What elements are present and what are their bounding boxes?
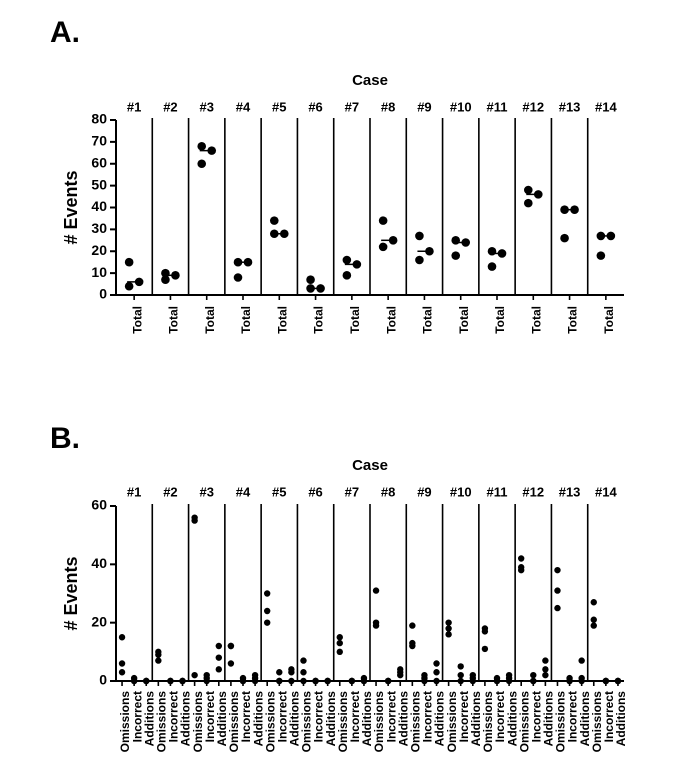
x-tick-label: Incorrect [348, 691, 363, 743]
data-point [421, 678, 427, 684]
data-point [155, 657, 161, 663]
data-point [597, 251, 606, 260]
chart-title: Case [352, 71, 388, 89]
data-point [458, 663, 464, 669]
data-point [161, 275, 170, 284]
data-point [566, 678, 572, 684]
y-tick-label: 10 [91, 263, 107, 280]
data-point [167, 678, 173, 684]
data-point [343, 256, 352, 265]
data-point [197, 142, 206, 151]
data-point [554, 567, 560, 573]
data-point [216, 654, 222, 660]
x-tick-label: Omissions [589, 691, 604, 753]
data-point [415, 256, 424, 265]
x-tick-label: Omissions [190, 691, 205, 753]
panel-label: B. [50, 421, 80, 455]
data-point [524, 199, 533, 208]
data-point [385, 678, 391, 684]
x-tick-label: Omissions [263, 691, 278, 753]
data-point [131, 678, 137, 684]
x-tick-label: Omissions [444, 691, 459, 753]
data-point [361, 678, 367, 684]
data-point [204, 678, 210, 684]
case-label: #12 [522, 484, 545, 500]
case-label: #6 [308, 99, 323, 115]
data-point [270, 216, 279, 225]
data-point [518, 555, 524, 561]
case-label: #10 [449, 484, 472, 500]
x-tick-label: Omissions [335, 691, 350, 753]
data-point [191, 672, 197, 678]
x-tick-label: Omissions [481, 691, 496, 753]
data-point [143, 678, 149, 684]
data-point [542, 657, 548, 663]
data-point [300, 657, 306, 663]
data-point [482, 646, 488, 652]
data-point [524, 186, 533, 195]
x-tick-label: Additions [287, 691, 302, 747]
data-point [228, 643, 234, 649]
case-label: #8 [380, 484, 396, 500]
y-tick-label: 20 [91, 613, 107, 630]
data-point [234, 273, 243, 282]
data-point [615, 678, 621, 684]
x-tick-label: Incorrect [493, 691, 508, 743]
case-label: #3 [199, 99, 214, 115]
data-point [433, 678, 439, 684]
case-label: #2 [163, 484, 178, 500]
data-point [216, 666, 222, 672]
data-point [306, 275, 315, 284]
x-tick-label: Additions [577, 691, 592, 747]
case-label: #11 [486, 484, 508, 500]
case-label: #7 [344, 99, 360, 115]
case-label: #8 [380, 99, 396, 115]
data-point [197, 159, 206, 168]
data-point [288, 678, 294, 684]
x-tick-label: Total [311, 306, 326, 334]
y-tick-label: 0 [99, 671, 107, 688]
data-point [591, 599, 597, 605]
data-point [337, 649, 343, 655]
data-point [373, 622, 379, 628]
data-point [578, 678, 584, 684]
y-tick-label: 50 [91, 176, 107, 193]
data-point [458, 672, 464, 678]
y-tick-label: 40 [91, 198, 107, 215]
data-point [494, 678, 500, 684]
data-point [488, 262, 497, 271]
chart-title: Case [352, 456, 388, 474]
x-tick-label: Total [239, 306, 254, 334]
case-label: #13 [558, 99, 581, 115]
case-label: #1 [126, 99, 142, 115]
x-tick-label: Additions [214, 691, 229, 747]
x-tick-label: Incorrect [239, 691, 254, 743]
data-point [276, 678, 282, 684]
data-point [409, 622, 415, 628]
data-point [379, 216, 388, 225]
data-point [216, 643, 222, 649]
data-point [445, 619, 451, 625]
data-point [530, 678, 536, 684]
data-point [264, 608, 270, 614]
x-tick-label: Incorrect [275, 691, 290, 743]
x-tick-label: Additions [432, 691, 447, 747]
y-tick-label: 70 [91, 132, 107, 149]
x-tick-label: Total [202, 306, 217, 334]
x-tick-label: Omissions [553, 691, 568, 753]
y-tick-label: 30 [91, 220, 107, 237]
data-point [155, 652, 161, 658]
data-point [603, 678, 609, 684]
x-tick-label: Omissions [517, 691, 532, 753]
panel-label: A. [50, 15, 80, 49]
data-point [240, 678, 246, 684]
data-point [312, 678, 318, 684]
data-point [554, 605, 560, 611]
case-label: #6 [308, 484, 323, 500]
data-point [228, 660, 234, 666]
case-label: #14 [595, 484, 617, 500]
x-tick-label: Omissions [372, 691, 387, 753]
x-tick-label: Total [493, 306, 508, 334]
case-label: #4 [235, 484, 251, 500]
y-axis-label: # Events [60, 170, 81, 245]
y-tick-label: 60 [91, 154, 107, 171]
data-point [560, 234, 569, 243]
y-axis-label: # Events [60, 556, 81, 631]
data-point [542, 672, 548, 678]
data-point [554, 587, 560, 593]
x-tick-label: Additions [396, 691, 411, 747]
data-point [433, 660, 439, 666]
x-tick-label: Total [602, 306, 617, 334]
data-point [415, 232, 424, 241]
data-point [343, 271, 352, 280]
x-tick-label: Total [420, 306, 435, 334]
x-tick-label: Total [166, 306, 181, 334]
x-tick-label: Incorrect [420, 691, 435, 743]
data-point [518, 567, 524, 573]
x-tick-label: Additions [468, 691, 483, 747]
case-label: #4 [235, 99, 251, 115]
case-label: #13 [558, 484, 581, 500]
data-point [542, 666, 548, 672]
x-tick-label: Additions [142, 691, 157, 747]
y-tick-label: 60 [91, 496, 107, 513]
x-tick-label: Additions [360, 691, 375, 747]
data-point [409, 643, 415, 649]
x-tick-label: Incorrect [202, 691, 217, 743]
x-tick-label: Incorrect [529, 691, 544, 743]
x-tick-label: Total [456, 306, 471, 334]
case-label: #7 [344, 484, 360, 500]
x-tick-label: Additions [541, 691, 556, 747]
data-point [119, 669, 125, 675]
data-point [264, 590, 270, 596]
data-point [433, 669, 439, 675]
case-label: #12 [522, 99, 545, 115]
data-point [482, 628, 488, 634]
data-point [349, 678, 355, 684]
x-tick-label: Additions [251, 691, 266, 747]
case-label: #5 [272, 484, 287, 500]
y-tick-label: 40 [91, 555, 107, 572]
data-point [264, 619, 270, 625]
data-point [125, 258, 134, 267]
x-tick-label: Total [384, 306, 399, 334]
x-tick-label: Total [529, 306, 544, 334]
data-point [324, 678, 330, 684]
data-point [578, 657, 584, 663]
y-tick-label: 0 [99, 285, 107, 302]
y-tick-label: 80 [91, 110, 107, 127]
data-point [337, 640, 343, 646]
x-tick-label: Total [130, 306, 145, 334]
case-label: #5 [272, 99, 287, 115]
x-tick-label: Omissions [227, 691, 242, 753]
data-point [591, 617, 597, 623]
case-label: #3 [199, 484, 214, 500]
data-point [119, 634, 125, 640]
x-tick-label: Incorrect [311, 691, 326, 743]
data-point [470, 678, 476, 684]
x-tick-label: Omissions [299, 691, 314, 753]
x-tick-label: Additions [178, 691, 193, 747]
x-tick-label: Additions [505, 691, 520, 747]
data-point [445, 631, 451, 637]
data-point [252, 678, 258, 684]
x-tick-label: Additions [614, 691, 629, 747]
x-tick-label: Additions [323, 691, 338, 747]
data-point [445, 625, 451, 631]
y-tick-label: 20 [91, 241, 107, 258]
x-tick-label: Incorrect [602, 691, 617, 743]
x-tick-label: Total [275, 306, 290, 334]
case-label: #9 [417, 99, 432, 115]
data-point [125, 282, 134, 291]
case-label: #14 [595, 99, 617, 115]
data-point [506, 678, 512, 684]
data-point [337, 634, 343, 640]
x-tick-label: Incorrect [565, 691, 580, 743]
data-point [397, 672, 403, 678]
x-tick-label: Incorrect [166, 691, 181, 743]
data-point [488, 247, 497, 256]
data-point [451, 236, 460, 245]
data-point [276, 669, 282, 675]
x-tick-label: Omissions [118, 691, 133, 753]
data-point [119, 660, 125, 666]
case-label: #10 [449, 99, 472, 115]
data-point [379, 243, 388, 252]
data-point [591, 622, 597, 628]
x-tick-label: Total [565, 306, 580, 334]
data-point [300, 678, 306, 684]
x-tick-label: Omissions [408, 691, 423, 753]
case-label: #11 [486, 99, 508, 115]
data-point [458, 678, 464, 684]
data-point [300, 669, 306, 675]
data-point [288, 669, 294, 675]
data-point [191, 517, 197, 523]
case-label: #9 [417, 484, 432, 500]
x-tick-label: Incorrect [384, 691, 399, 743]
x-tick-label: Incorrect [456, 691, 471, 743]
x-tick-label: Total [348, 306, 363, 334]
case-label: #1 [126, 484, 142, 500]
data-point [451, 251, 460, 260]
data-point [373, 587, 379, 593]
case-label: #2 [163, 99, 178, 115]
data-point [530, 672, 536, 678]
x-tick-label: Omissions [154, 691, 169, 753]
data-point [179, 678, 185, 684]
x-tick-label: Incorrect [130, 691, 145, 743]
